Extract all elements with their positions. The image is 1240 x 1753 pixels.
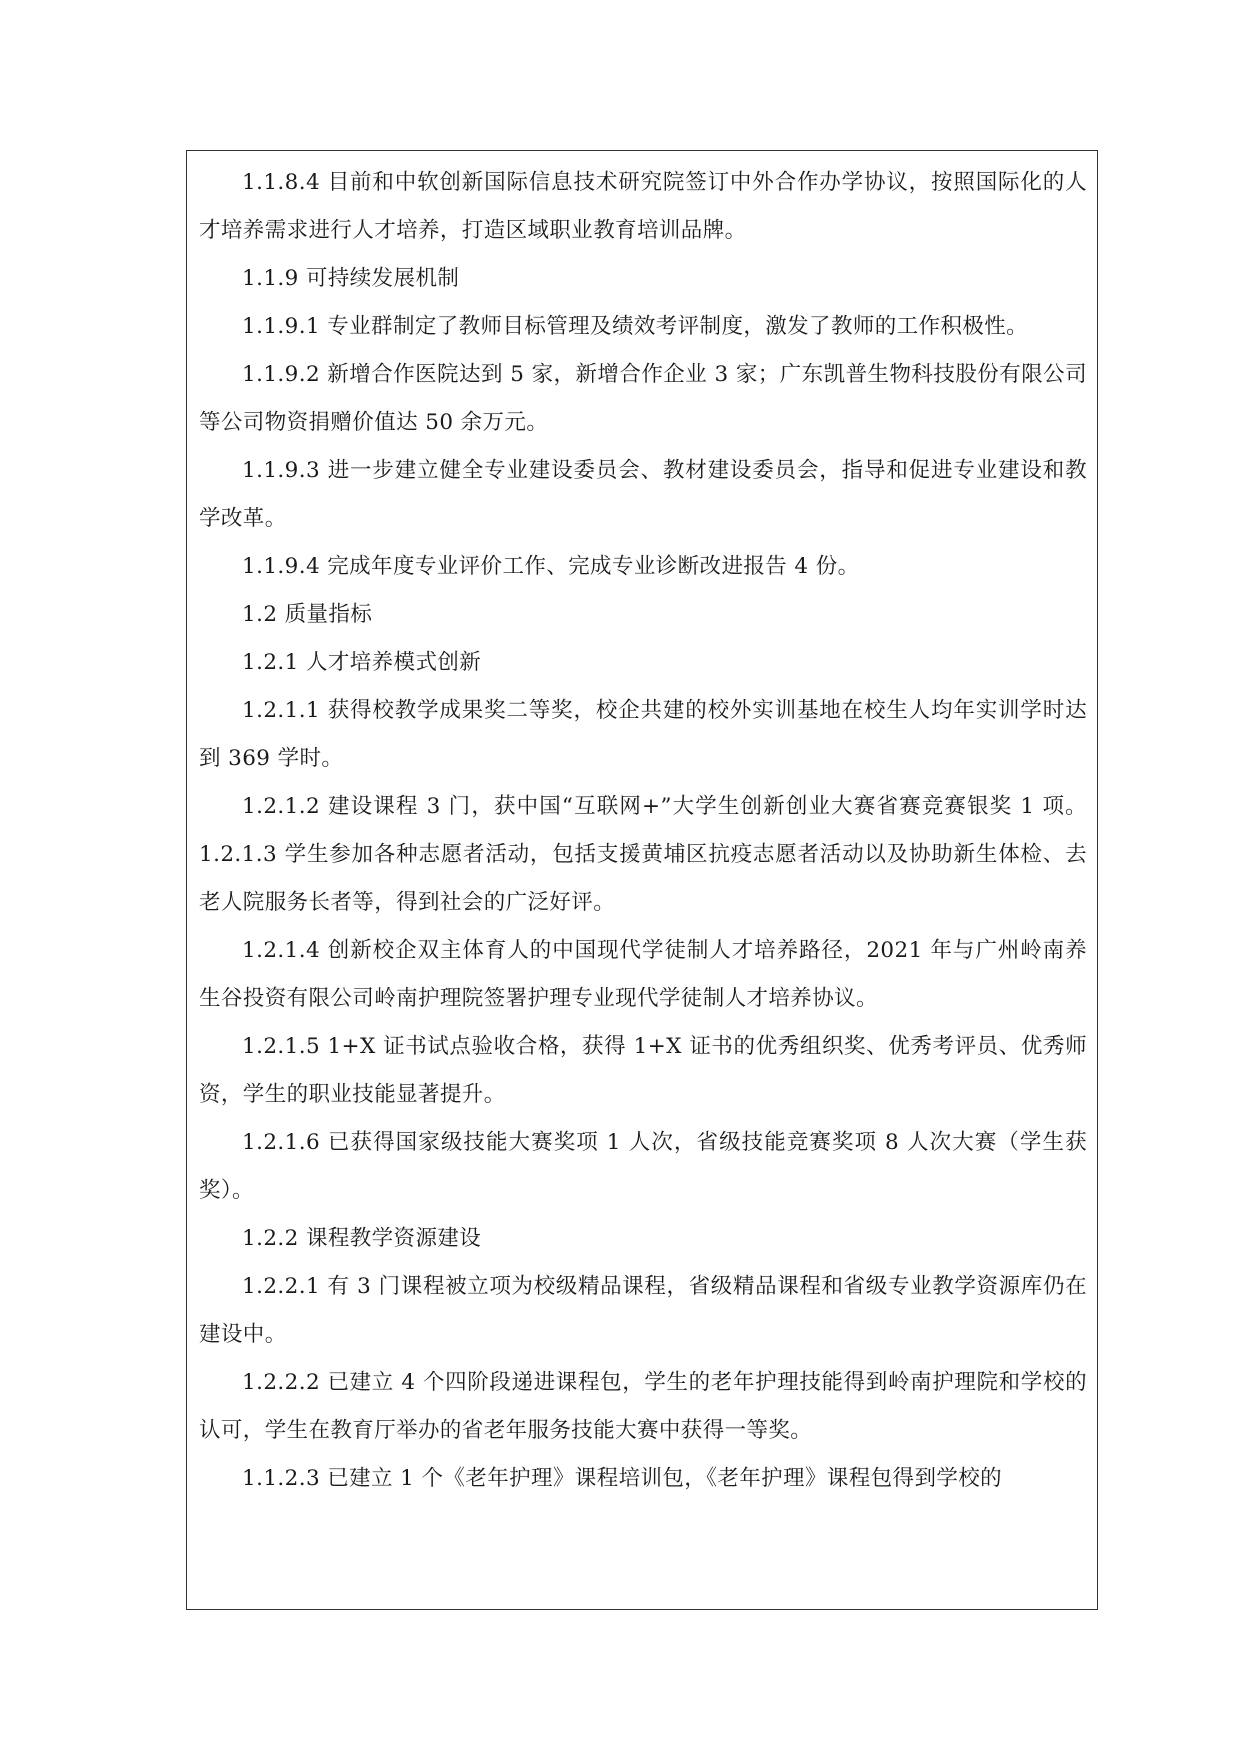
paragraph-1-1-9-1: 1.1.9.1 专业群制定了教师目标管理及绩效考评制度，激发了教师的工作积极性。	[242, 314, 1029, 339]
paragraph-1-2-2-1: 1.2.2.1 有 3 门课程被立项为校级精品课程，省级精品课程和省级专业教学资源库仍在建设中。	[199, 1274, 1087, 1347]
paragraph-1-2-2-2: 1.2.2.2 已建立 4 个四阶段递进课程包，学生的老年护理技能得到岭南护理院和学校的认可，学生在教育厅举办的省老年服务技能大赛中获得一等奖。	[199, 1370, 1087, 1443]
paragraph-1-1-2-3: 1.1.2.3 已建立 1 个《老年护理》课程培训包，《老年护理》课程包得到学校的	[242, 1466, 1003, 1491]
heading-1-2-1: 1.2.1 人才培养模式创新	[242, 650, 482, 675]
report-table-cell	[186, 150, 1098, 1610]
heading-1-2-2: 1.2.2 课程教学资源建设	[242, 1226, 482, 1251]
report-text-body	[187, 159, 1097, 1503]
paragraph-1-2-1-4: 1.2.1.4 创新校企双主体育人的中国现代学徒制人才培养路径，2021 年与广州岭南养生谷投资有限公司岭南护理院签署护理专业现代学徒制人才培养协议。	[199, 938, 1087, 1011]
paragraph-1-1-9-3: 1.1.9.3 进一步建立健全专业建设委员会、教材建设委员会，指导和促进专业建设和教学改革。	[199, 458, 1087, 531]
paragraph-1-2-1-5: 1.2.1.5 1+X 证书试点验收合格，获得 1+X 证书的优秀组织奖、优秀考评员、优秀师资，学生的职业技能显著提升。	[199, 1034, 1087, 1107]
heading-1-2: 1.2 质量指标	[242, 602, 373, 627]
paragraph-1-2-1-6: 1.2.1.6 已获得国家级技能大赛奖项 1 人次，省级技能竞赛奖项 8 人次大赛（学生获奖）。	[199, 1130, 1087, 1203]
paragraph-1-1-9-4: 1.1.9.4 完成年度专业评价工作、完成专业诊断改进报告 4 份。	[242, 554, 860, 579]
paragraph-1-2-1-2: 1.2.1.2 建设课程 3 门，获中国“互联网+”大学生创新创业大赛省赛竞赛银奖 1 项。1.2.1.3 学生参加各种志愿者活动，包括支援黄埔区抗疫志愿者活动以及协助新生体检、去老人院服务长者等，得到社会的广泛好评。	[199, 794, 1087, 915]
paragraph-1-1-9-2: 1.1.9.2 新增合作医院达到 5 家，新增合作企业 3 家；广东凯普生物科技股份有限公司等公司物资捐赠价值达 50 余万元。	[199, 362, 1087, 435]
paragraph-1-2-1-1: 1.2.1.1 获得校教学成果奖二等奖，校企共建的校外实训基地在校生人均年实训学时达到 369 学时。	[199, 698, 1087, 771]
paragraph-1-1-8-4: 1.1.8.4 目前和中软创新国际信息技术研究院签订中外合作办学协议，按照国际化的人才培养需求进行人才培养，打造区域职业教育培训品牌。	[199, 170, 1087, 243]
heading-1-1-9: 1.1.9 可持续发展机制	[242, 266, 460, 291]
